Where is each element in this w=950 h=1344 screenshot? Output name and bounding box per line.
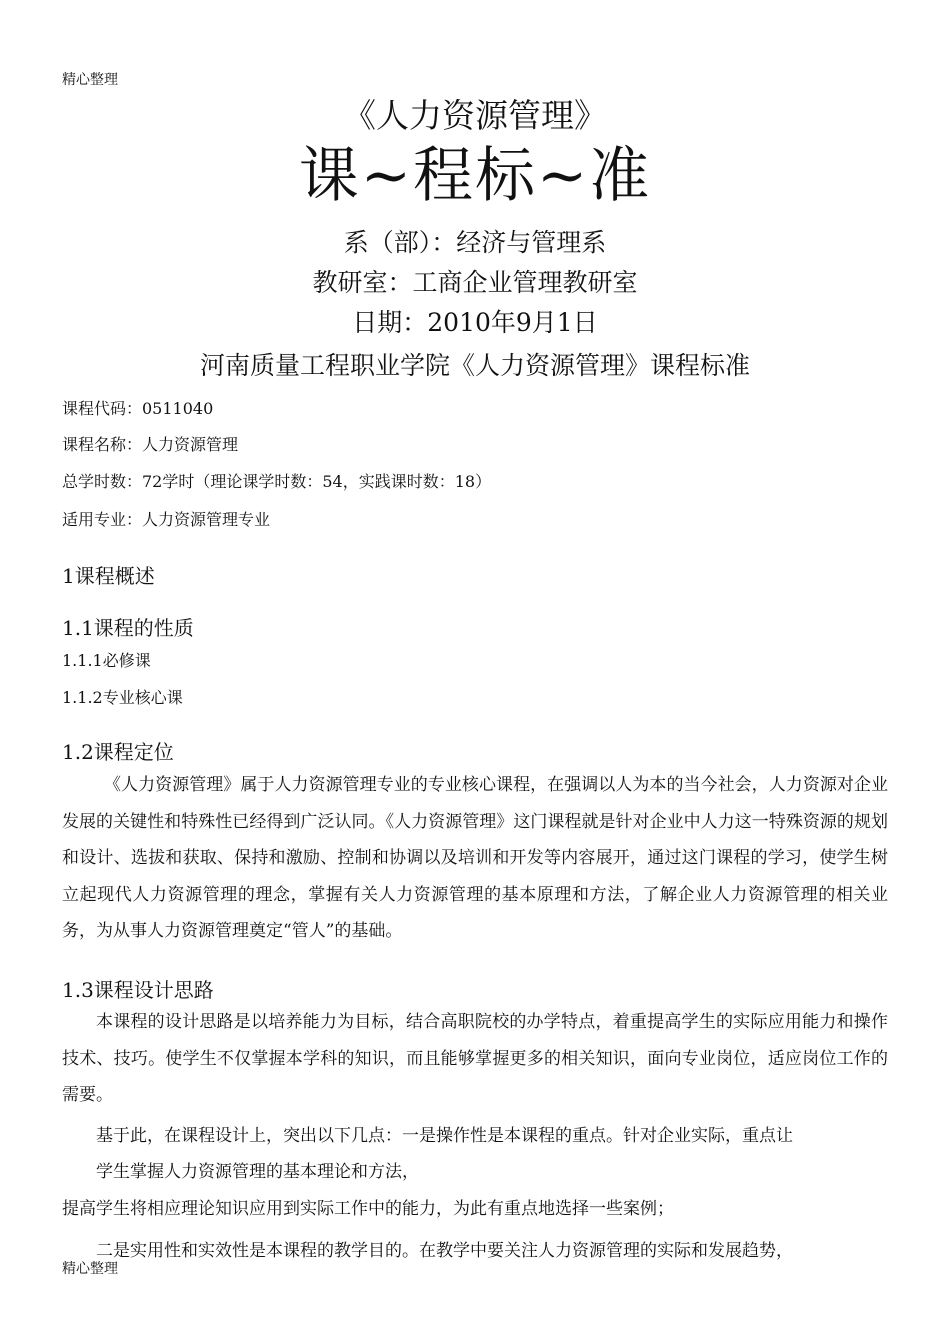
title-line-2: 课~程标~准 [298, 141, 652, 211]
course-positioning-paragraph: 《人力资源管理》属于人力资源管理专业的专业核心课程，在强调以人为本的当今社会，人力资源对企业发展的关键性和特殊性已经得到广泛认同。《人力资源管理》这门课程就是针对企业中人力这一特殊资源的规划和设计、选拔和获取、保持和激励、控制和协调以及培训和开发等内容展开，通过这门课程的学习，使学生树立起现代人力资源管理的理念，掌握有关人力资源管理的基本原理和方法，了解企业人力资源管理的相关业务，为从事人力资源管理奠定“管人”的基础。 [62, 775, 888, 941]
header-watermark: 精心整理 [62, 72, 118, 88]
course-name: 课程名称：人力资源管理 [62, 435, 239, 454]
date-line: 日期：2010年9月1日 [352, 308, 598, 337]
section-heading-1-1: 1.1课程的性质 [62, 616, 194, 640]
section-heading-1-1-1: 1.1.1必修课 [62, 651, 151, 670]
section-heading-1-3: 1.3课程设计思路 [62, 978, 214, 1002]
section-heading-1-2: 1.2课程定位 [62, 740, 174, 764]
office-line: 教研室：工商企业管理教研室 [312, 268, 638, 297]
design-line-2: 学生掌握人力资源管理的基本理论和方法， [96, 1162, 419, 1182]
title-line-1: 《人力资源管理》 [343, 96, 607, 135]
section-heading-1-1-2: 1.1.2专业核心课 [62, 688, 183, 707]
full-title: 河南质量工程职业学院《人力资源管理》课程标准 [199, 351, 750, 380]
course-hours: 总学时数：72学时（理论课学时数：54，实践课时数：18） [62, 472, 492, 491]
design-line-4: 二是实用性和实效性是本课程的教学目的。在教学中要关注人力资源管理的实际和发展趋势， [96, 1241, 793, 1261]
section-heading-1: 1课程概述 [62, 564, 155, 588]
course-major: 适用专业：人力资源管理专业 [62, 510, 271, 529]
footer-watermark: 精心整理 [62, 1261, 118, 1277]
department-line: 系（部）：经济与管理系 [343, 228, 607, 257]
course-code: 课程代码：0511040 [62, 399, 214, 418]
design-line-3: 提高学生将相应理论知识应用到实际工作中的能力，为此有重点地选择一些案例； [62, 1199, 674, 1219]
design-line-1: 基于此，在课程设计上，突出以下几点：一是操作性是本课程的重点。针对企业实际，重点让 [96, 1126, 793, 1146]
design-idea-paragraph: 本课程的设计思路是以培养能力为目标，结合高职院校的办学特点，着重提高学生的实际应用能力和操作技术、技巧。使学生不仅掌握本学科的知识，而且能够掌握更多的相关知识，面向专业岗位，适应岗位工作的需要。 [62, 1012, 888, 1105]
